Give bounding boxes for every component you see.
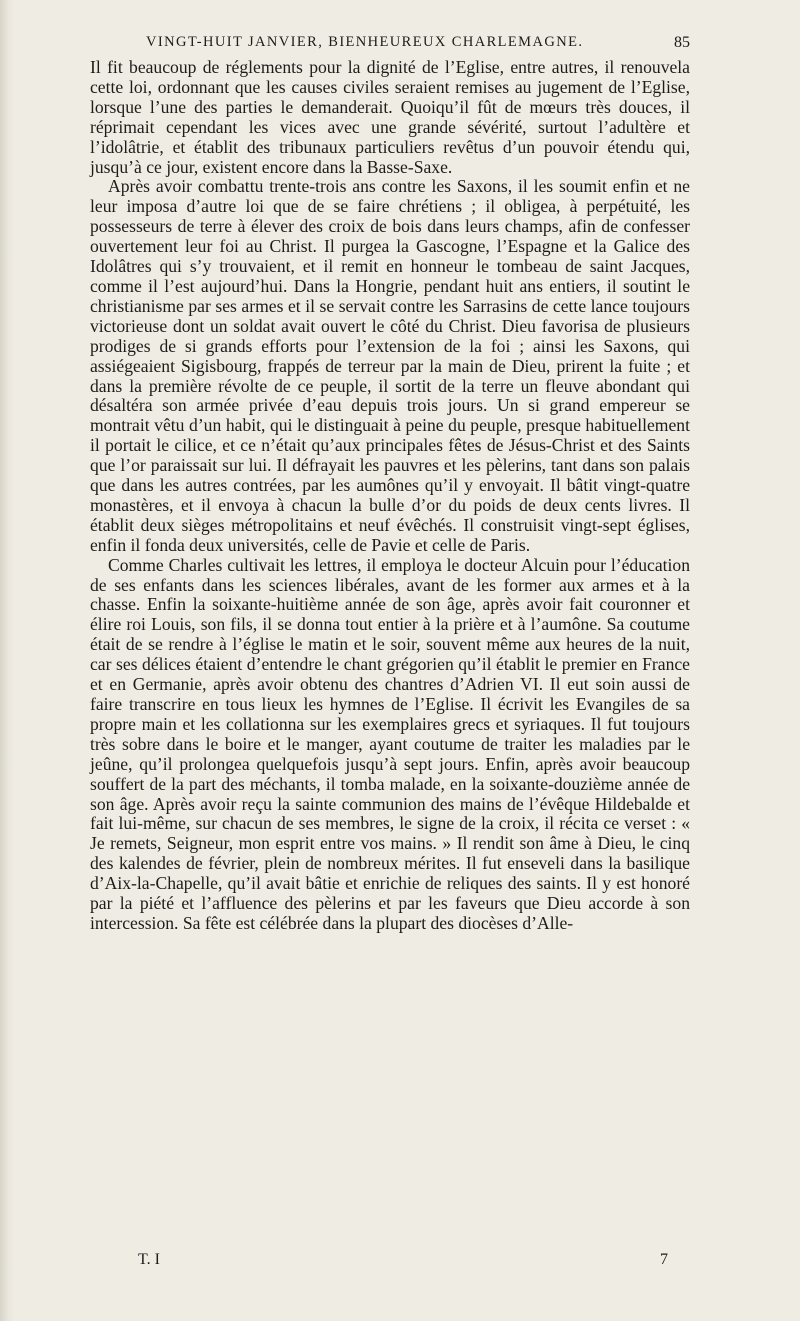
- paragraph-lettres: Comme Charles cultivait les lettres, il employa le docteur Alcuin pour l’éducation de ses enfants dans les sciences libérales, avant de les former aux armes et à la chasse. Enfin la soixante-huitième année de son âge, après avoir fait couronner et élire roi Louis, son fils, il se donna tout entier à la prière et à l’aumône. Sa coutume était de se rendre à l’église le matin et le soir, souvent même aux heures de la nuit, car ses délices étaient d’entendre le chant grégorien qu’il établit le premier en France et en Germanie, après avoir obtenu des chantres d’Adrien VI. Il eut soin aussi de faire transcrire en tous lieux les hymnes de l’Eglise. Il écrivit les Evangiles de sa propre main et les collationna sur les exemplaires grecs et syriaques. Il fut toujours très sobre dans le boire et le manger, ayant coutume de traiter les maladies par le jeûne, qu’il prolongea quelquefois jusqu’à sept jours. Enfin, après avoir beaucoup souffert de la part des méchants, il tomba malade, en la soixante-douzième année de son âge. Après avoir reçu la sainte communion des mains de l’évêque Hildebalde et fait lui-même, sur chacun de ses membres, le signe de la croix, il récita ce verset : « Je remets, Seigneur, mon esprit entre vos mains. » Il rendit son âme à Dieu, le cinq des kalendes de février, plein de nombreux mérites. Il fut enseveli dans la basilique d’Aix-la-Chapelle, qu’il avait bâtie et enrichie de reliques des saints. Il y est honoré par la piété et l’affluence des pèlerins et par les faveurs que Dieu accorde à son intercession. Sa fête est célébrée dans la plupart des diocèses d’Alle-: [90, 554, 690, 933]
- running-title: VINGT-HUIT JANVIER, BIENHEUREUX CHARLEMAGNE.: [146, 34, 584, 50]
- signature-mark: T. I: [138, 1251, 160, 1268]
- gathering-number: 7: [660, 1251, 668, 1268]
- body-text: [90, 58, 690, 934]
- paragraph-reglements: Il fit beaucoup de réglements pour la dignité de l’Eglise, entre autres, il renouvela cette loi, ordonnant que les causes civiles seraient remises au jugement de l’Eglise, lorsque l’une des parties le demanderait. Quoiqu’il fût de mœurs très douces, il réprimait cependant les vices avec une grande sévérité, surtout l’adultère et l’idolâtrie, et établit des tribunaux particuliers revêtus d’un pouvoir étendu qui, jusqu’à ce jour, existent encore dans la Basse-Saxe.: [90, 57, 690, 177]
- page-number: 85: [674, 34, 690, 51]
- page-binding-shadow: [0, 0, 14, 1321]
- book-page: [54, 0, 780, 1321]
- paragraph-saxons: Après avoir combattu trente-trois ans contre les Saxons, il les soumit enfin et ne leur imposa d’autre loi que de se faire chrétiens ; il obligea, à perpétuité, les possesseurs de terre à élever des croix de bois dans leurs champs, afin de confesser ouvertement leur foi au Christ. Il purgea la Gascogne, l’Espagne et la Galice des Idolâtres qui s’y trouvaient, et il remit en honneur le tombeau de saint Jacques, comme il l’est aujourd’hui. Dans la Hongrie, pendant huit ans entiers, il soutint le christianisme par ses armes et il se servait contre les Sarrasins de cette lance toujours victorieuse dont un soldat avait ouvert le côté du Christ. Dieu favorisa de plusieurs prodiges de si grands efforts pour l’extension de la foi ; ainsi les Saxons, qui assiégeaient Sigisbourg, frappés de terreur par la main de Dieu, prirent la fuite ; et dans la première révolte de ce peuple, il sortit de la terre un fleuve abondant qui désaltéra son armée privée d’eau depuis trois jours. Un si grand empereur se montrait vêtu d’un habit, qui le distinguait à peine du peuple, presque habituellement il portait le cilice, et ce n’était qu’aux principales fêtes de Jésus-Christ et des Saints que l’or paraissait sur lui. Il défrayait les pauvres et les pèlerins, tant dans son palais que dans les autres contrées, par les aumônes qu’il y envoyait. Il bâtit vingt-quatre monastères, et il envoya à chacun la bulle d’or du poids de deux cents livres. Il établit deux sièges métropolitains et neuf évêchés. Il construisit vingt-sept églises, enfin il fonda deux universités, celle de Pavie et celle de Paris.: [90, 176, 690, 555]
